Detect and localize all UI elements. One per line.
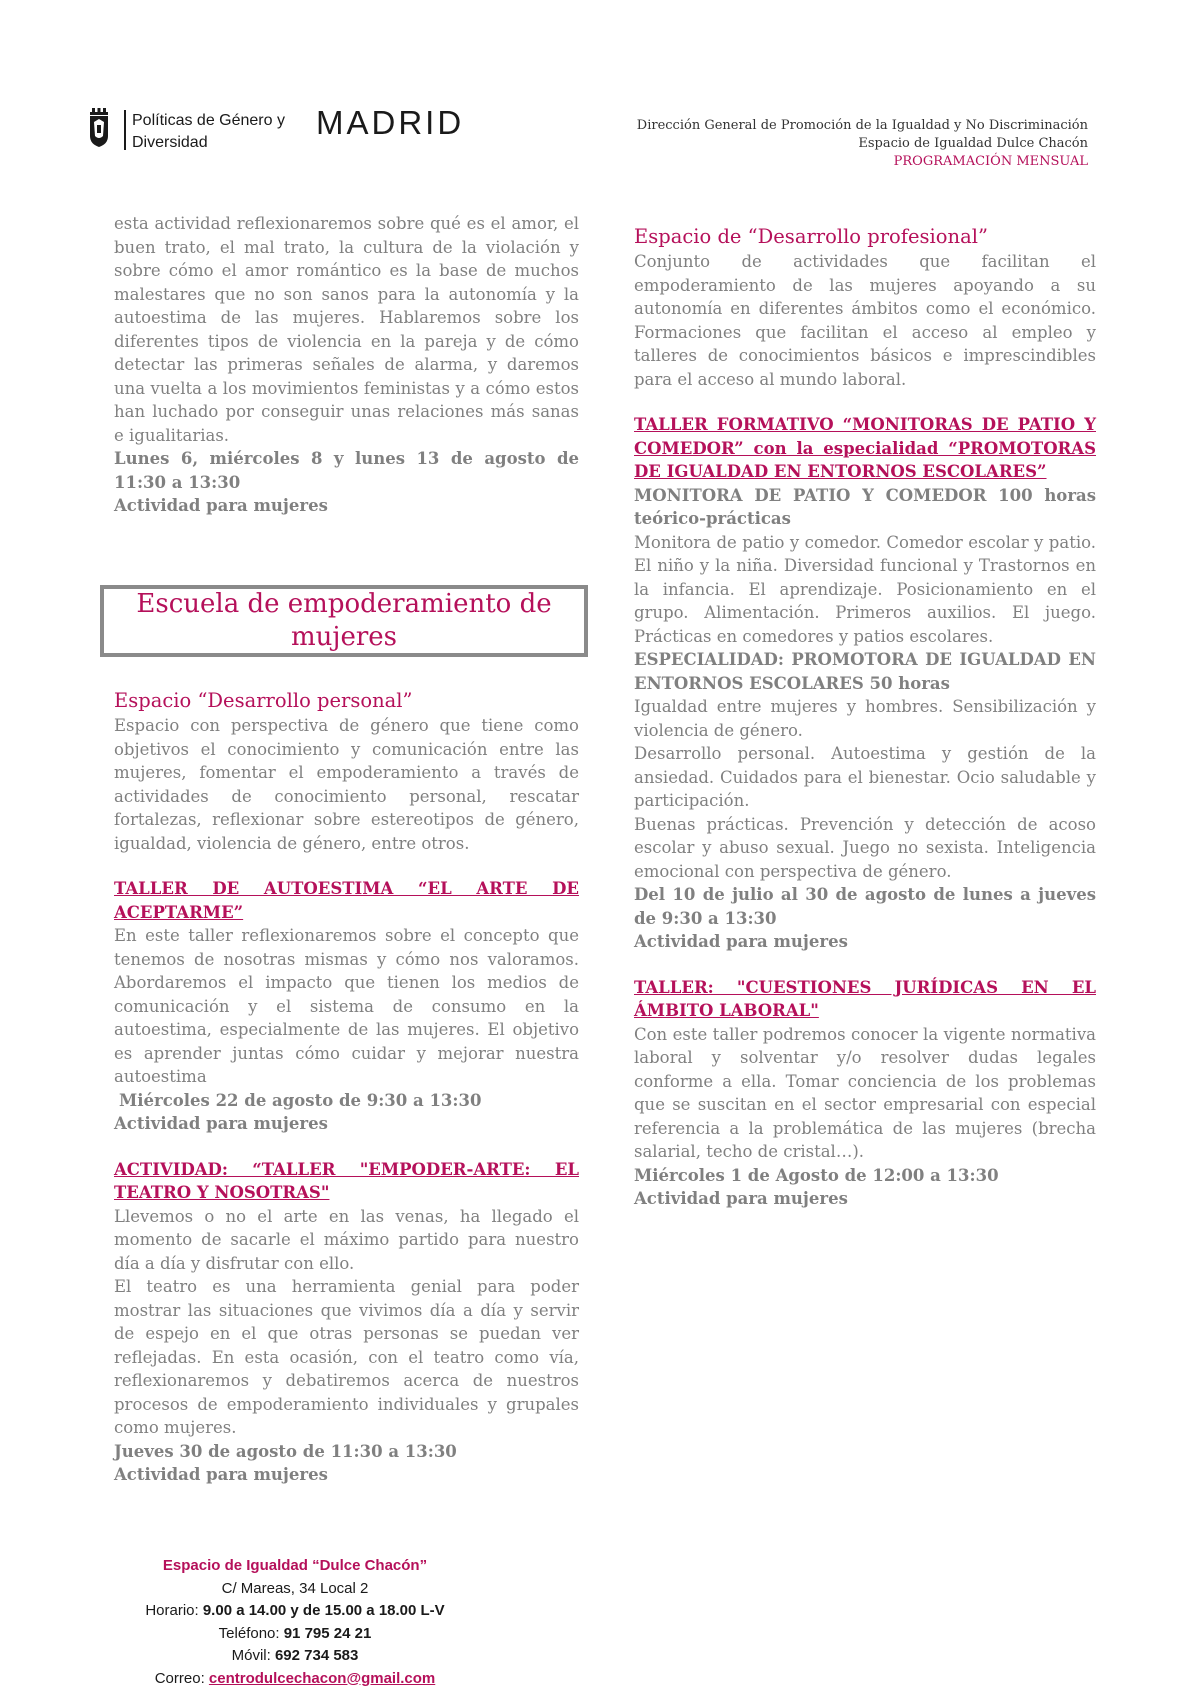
monitoras-text: Monitora de patio y comedor. Comedor escolar y patio. El niño y la niña. Diversidad funcional y Trastornos en la infancia. El aprendizaje. Posicionamiento en el grupo. Alimentación. Primeros auxilios. El juego. Prácticas en comedores y patios escolares. xyxy=(634,531,1096,649)
teatro-date: Jueves 30 de agosto de 11:30 a 13:30 xyxy=(114,1440,579,1464)
teatro-text-2: El teatro es una herramienta genial para poder mostrar las situaciones que vivimos día a día y servir de espejo en el que otras personas se puedan ver reflejadas. En esta ocasión, con el teatro como vía, reflexionaremos y debatiremos acerca de nuestros procesos de empoderamiento individuales y grupales como mujeres. xyxy=(114,1275,579,1440)
monitoras-title[interactable]: TALLER FORMATIVO “MONITORAS DE PATIO Y COMEDOR” con la especialidad “PROMOTORAS DE IGUALDAD EN ENTORNOS ESCOLARES” xyxy=(634,413,1096,484)
intro-text: esta actividad reflexionaremos sobre qué es el amor, el buen trato, el mal trato, la cultura de la violación y sobre cómo el amor romántico es la base de muchos malestares que no son sanos para la autonomía y la autoestima de las mujeres. Hablaremos sobre los diferentes tipos de violencia en la pareja y de cómo detectar las primeras señales de alarma, y daremos una vuelta a los movimientos feministas y a cómo estos han luchado por conseguir unas relaciones más sanas e igualitarias. xyxy=(114,212,579,447)
personal-title: Espacio “Desarrollo personal” xyxy=(114,688,579,714)
prof-title: Espacio de “Desarrollo profesional” xyxy=(634,224,1096,250)
especialidad-text-3: Buenas prácticas. Prevención y detección de acoso escolar y abuso sexual. Juego no sexista. Inteligencia emocional con perspectiva de género. xyxy=(634,813,1096,884)
direction-text: Dirección General de Promoción de la Igualdad y No Discriminación xyxy=(637,117,1088,135)
header-info xyxy=(637,117,1088,171)
madrid-wordmark: MADRID xyxy=(316,104,464,142)
email-link[interactable]: centrodulcechacon@gmail.com xyxy=(209,1670,435,1687)
especialidad-text-2: Desarrollo personal. Autoestima y gestión de la ansiedad. Cuidados para el bienestar. Ocio saludable y participación. xyxy=(634,742,1096,813)
monitoras-subtitle: MONITORA DE PATIO Y COMEDOR 100 horas teórico-prácticas xyxy=(634,484,1096,531)
personal-text: Espacio con perspectiva de género que tiene como objetivos el conocimiento y comunicación entre las mujeres, fomentar el empoderamiento a través de actividades de conocimiento personal, rescatar fortalezas, reflexionar sobre estereotipos de género, igualdad, violencia de género, entre otros. xyxy=(114,714,579,855)
autoestima-audience: Actividad para mujeres xyxy=(114,1112,579,1136)
footer-contact xyxy=(125,1555,465,1690)
footer-telefono: Teléfono: 91 795 24 21 xyxy=(125,1623,465,1646)
juridicas-text: Con este taller podremos conocer la vigente normativa laboral y solventar y/o resolver dudas legales conforme a ella. Tomar conciencia de los problemas que se suscitan en el sector empresarial con especial referencia a la problemática de las mujeres (brecha salarial, techo de cristal…). xyxy=(634,1023,1096,1164)
org-name: Políticas de Género y Diversidad xyxy=(132,110,308,154)
escuela-title: Escuela de empoderamiento de mujeres xyxy=(134,588,554,654)
autoestima-title[interactable]: TALLER DE AUTOESTIMA “EL ARTE DE ACEPTARME” xyxy=(114,877,579,924)
footer-horario: Horario: 9.00 a 14.00 y de 15.00 a 18.00 L-V xyxy=(125,1600,465,1623)
juridicas-audience: Actividad para mujeres xyxy=(634,1187,1096,1211)
madrid-shield-icon xyxy=(88,108,110,148)
escuela-heading xyxy=(100,585,588,657)
intro-dates: Lunes 6, miércoles 8 y lunes 13 de agosto de 11:30 a 13:30 xyxy=(114,447,579,494)
footer-movil: Móvil: 692 734 583 xyxy=(125,1645,465,1668)
autoestima-text: En este taller reflexionaremos sobre el concepto que tenemos de nosotras mismas y cómo nos valoramos. Abordaremos el impacto que tienen los medios de comunicación y el sistema de consumo en la autoestima, especialmente de las mujeres. El objetivo es aprender juntas cómo cuidar y mejorar nuestra autoestima xyxy=(114,924,579,1089)
autoestima-date: Miércoles 22 de agosto de 9:30 a 13:30 xyxy=(114,1089,579,1113)
right-column xyxy=(634,224,1096,1211)
juridicas-title[interactable]: TALLER: "CUESTIONES JURÍDICAS EN EL ÁMBITO LABORAL" xyxy=(634,976,1096,1023)
footer-address: C/ Mareas, 34 Local 2 xyxy=(125,1578,465,1601)
footer-title: Espacio de Igualdad “Dulce Chacón” xyxy=(125,1555,465,1578)
footer-correo: Correo: centrodulcechacon@gmail.com xyxy=(125,1668,465,1690)
madrid-logo xyxy=(88,108,488,158)
juridicas-date: Miércoles 1 de Agosto de 12:00 a 13:30 xyxy=(634,1164,1096,1188)
left-column-lower xyxy=(114,688,579,1487)
left-column xyxy=(114,212,579,518)
intro-audience: Actividad para mujeres xyxy=(114,494,579,518)
especialidad-text-1: Igualdad entre mujeres y hombres. Sensibilización y violencia de género. xyxy=(634,695,1096,742)
space-name: Espacio de Igualdad Dulce Chacón xyxy=(637,135,1088,153)
monitoras-date: Del 10 de julio al 30 de agosto de lunes a jueves de 9:30 a 13:30 xyxy=(634,883,1096,930)
logo-divider xyxy=(124,110,126,150)
monitoras-audience: Actividad para mujeres xyxy=(634,930,1096,954)
teatro-text-1: Llevemos o no el arte en las venas, ha llegado el momento de sacarle el máximo partido para nuestro día a día y disfrutar con ello. xyxy=(114,1205,579,1276)
teatro-audience: Actividad para mujeres xyxy=(114,1463,579,1487)
prof-text: Conjunto de actividades que facilitan el empoderamiento de las mujeres apoyando a su autonomía en diferentes ámbitos como el económico. Formaciones que facilitan el acceso al empleo y talleres de conocimientos básicos e imprescindibles para el acceso al mundo laboral. xyxy=(634,250,1096,391)
teatro-title[interactable]: ACTIVIDAD: “TALLER "EMPODER-ARTE: EL TEATRO Y NOSOTRAS" xyxy=(114,1158,579,1205)
programming-label: PROGRAMACIÓN MENSUAL xyxy=(637,153,1088,171)
especialidad-heading: ESPECIALIDAD: PROMOTORA DE IGUALDAD EN ENTORNOS ESCOLARES 50 horas xyxy=(634,648,1096,695)
